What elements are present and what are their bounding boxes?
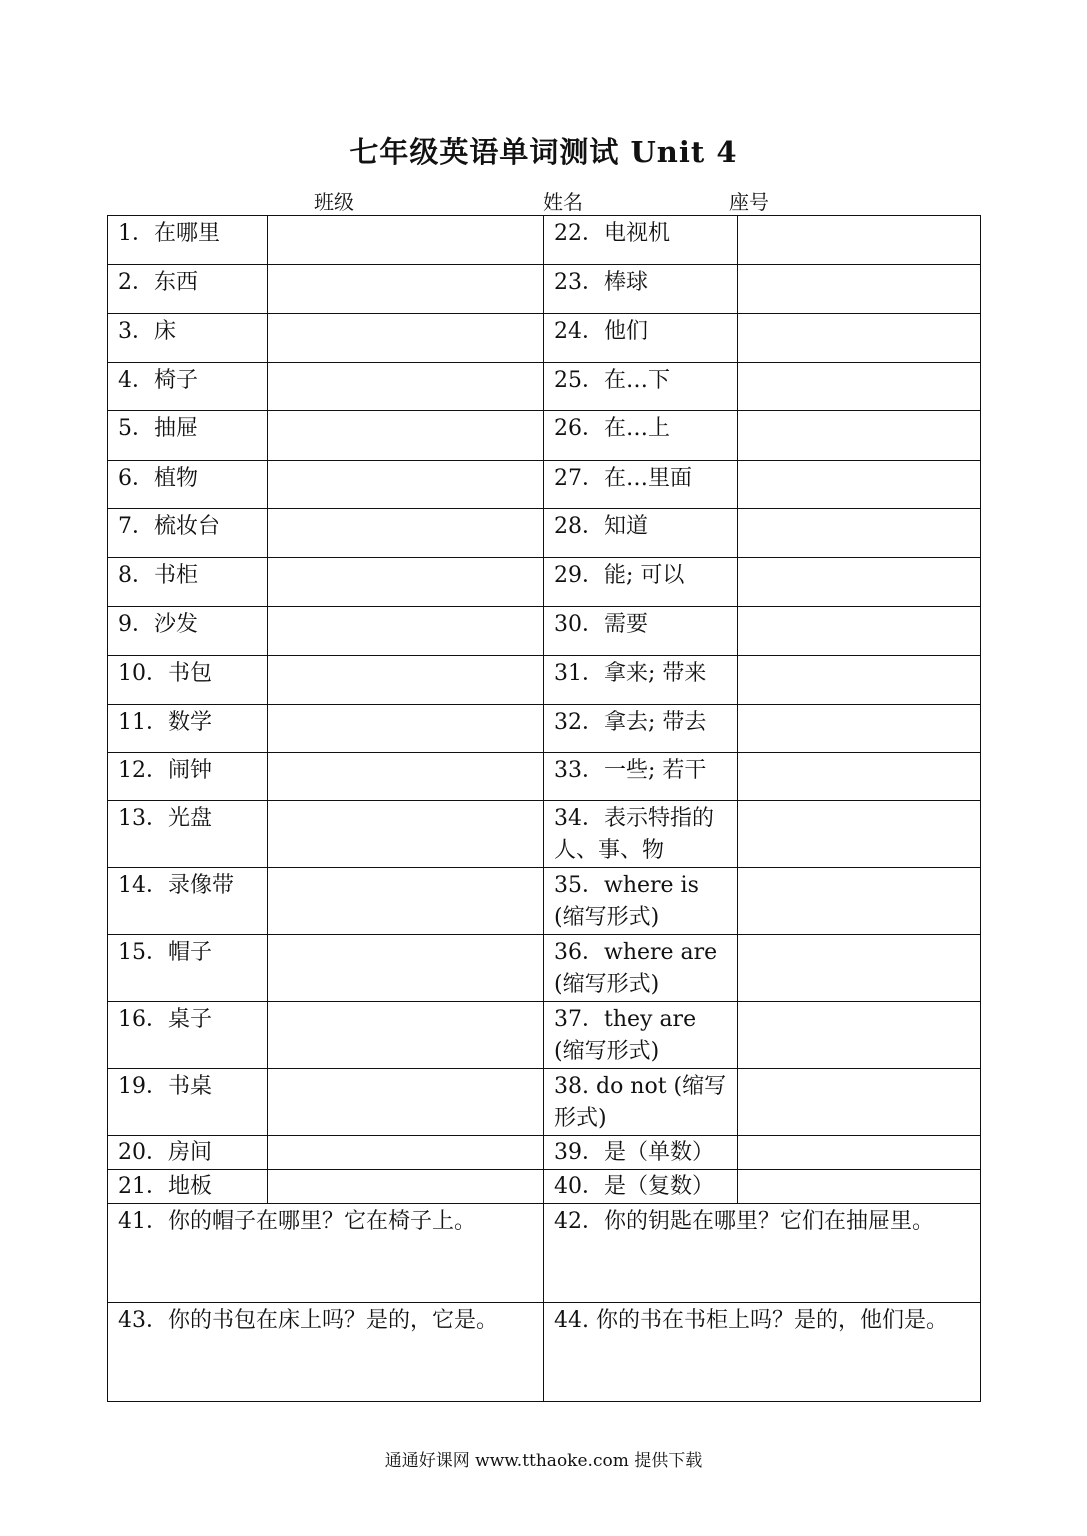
answer-cell[interactable]	[268, 1170, 544, 1204]
prompt-cell: 8．书柜	[108, 558, 268, 607]
answer-cell[interactable]	[738, 935, 981, 1002]
prompt-cell: 35．where is (缩写形式)	[544, 868, 738, 935]
answer-cell[interactable]	[268, 868, 544, 935]
table-row	[108, 265, 981, 314]
table-row	[108, 558, 981, 607]
prompt-cell: 2．东西	[108, 265, 268, 314]
answer-cell[interactable]	[268, 509, 544, 558]
prompt-cell: 23．棒球	[544, 265, 738, 314]
table-row	[108, 868, 981, 935]
answer-cell[interactable]	[268, 411, 544, 461]
answer-cell[interactable]	[738, 411, 981, 461]
prompt-cell: 13．光盘	[108, 801, 268, 868]
answer-cell[interactable]	[738, 801, 981, 868]
answer-cell[interactable]	[268, 314, 544, 363]
prompt-cell: 6．植物	[108, 461, 268, 509]
table-row	[108, 216, 981, 265]
answer-cell[interactable]	[268, 558, 544, 607]
prompt-cell: 37．they are (缩写形式)	[544, 1002, 738, 1069]
table-row	[108, 1136, 981, 1170]
prompt-cell: 12．闹钟	[108, 753, 268, 801]
answer-cell[interactable]	[738, 509, 981, 558]
seat-label: 座号	[729, 190, 769, 214]
answer-cell[interactable]	[738, 461, 981, 509]
page-title: 七年级英语单词测试 Unit 4	[349, 135, 738, 169]
answer-cell[interactable]	[738, 1002, 981, 1069]
footer-credit: 通通好课网 www.tthaoke.com 提供下载	[384, 1451, 703, 1471]
answer-cell[interactable]	[268, 1069, 544, 1136]
prompt-cell: 7．梳妆台	[108, 509, 268, 558]
answer-cell[interactable]	[738, 216, 981, 265]
answer-cell[interactable]	[268, 801, 544, 868]
prompt-cell: 32．拿去; 带去	[544, 705, 738, 753]
answer-cell[interactable]	[268, 607, 544, 656]
table-row	[108, 656, 981, 705]
prompt-cell: 21．地板	[108, 1170, 268, 1204]
answer-cell[interactable]	[738, 1069, 981, 1136]
prompt-cell: 28．知道	[544, 509, 738, 558]
prompt-cell: 26．在…上	[544, 411, 738, 461]
prompt-cell: 31．拿来; 带来	[544, 656, 738, 705]
table-row	[108, 1069, 981, 1136]
prompt-cell: 27．在…里面	[544, 461, 738, 509]
prompt-cell: 40．是（复数）	[544, 1170, 738, 1204]
answer-cell[interactable]	[738, 363, 981, 411]
prompt-cell: 22．电视机	[544, 216, 738, 265]
prompt-cell: 16．桌子	[108, 1002, 268, 1069]
prompt-cell: 36．where are (缩写形式)	[544, 935, 738, 1002]
answer-cell[interactable]	[268, 656, 544, 705]
table-row	[108, 801, 981, 868]
prompt-cell: 25．在…下	[544, 363, 738, 411]
answer-cell[interactable]	[268, 753, 544, 801]
prompt-cell: 14．录像带	[108, 868, 268, 935]
table-row	[108, 509, 981, 558]
answer-cell[interactable]	[268, 1002, 544, 1069]
answer-cell[interactable]	[738, 705, 981, 753]
table-row	[108, 314, 981, 363]
table-row	[108, 363, 981, 411]
sentence-cell[interactable]: 41．你的帽子在哪里？它在椅子上。	[108, 1204, 544, 1303]
answer-cell[interactable]	[268, 705, 544, 753]
prompt-cell: 19．书桌	[108, 1069, 268, 1136]
answer-cell[interactable]	[738, 607, 981, 656]
class-label: 班级	[314, 190, 354, 214]
answer-cell[interactable]	[268, 265, 544, 314]
answer-cell[interactable]	[268, 363, 544, 411]
prompt-cell: 30．需要	[544, 607, 738, 656]
prompt-cell: 5．抽屉	[108, 411, 268, 461]
table-row	[108, 1170, 981, 1204]
prompt-cell: 29．能; 可以	[544, 558, 738, 607]
vocabulary-table	[107, 215, 981, 1402]
prompt-cell: 10．书包	[108, 656, 268, 705]
prompt-cell: 24．他们	[544, 314, 738, 363]
answer-cell[interactable]	[268, 1136, 544, 1170]
sentence-row	[108, 1303, 981, 1402]
answer-cell[interactable]	[738, 558, 981, 607]
table-row	[108, 607, 981, 656]
sentence-cell[interactable]: 43．你的书包在床上吗？是的，它是。	[108, 1303, 544, 1402]
answer-cell[interactable]	[738, 656, 981, 705]
prompt-cell: 11．数学	[108, 705, 268, 753]
table-row	[108, 411, 981, 461]
sentence-row	[108, 1204, 981, 1303]
name-label: 姓名	[543, 190, 583, 214]
table-row	[108, 461, 981, 509]
prompt-cell: 20．房间	[108, 1136, 268, 1170]
prompt-cell: 15．帽子	[108, 935, 268, 1002]
prompt-cell: 39．是（单数）	[544, 1136, 738, 1170]
answer-cell[interactable]	[738, 265, 981, 314]
answer-cell[interactable]	[738, 1170, 981, 1204]
prompt-cell: 38. do not (缩写形式)	[544, 1069, 738, 1136]
prompt-cell: 33．一些; 若干	[544, 753, 738, 801]
prompt-cell: 3．床	[108, 314, 268, 363]
answer-cell[interactable]	[738, 753, 981, 801]
prompt-cell: 9．沙发	[108, 607, 268, 656]
sentence-cell[interactable]: 42．你的钥匙在哪里？它们在抽屉里。	[544, 1204, 981, 1303]
answer-cell[interactable]	[738, 1136, 981, 1170]
answer-cell[interactable]	[268, 461, 544, 509]
table-row	[108, 705, 981, 753]
answer-cell[interactable]	[738, 314, 981, 363]
answer-cell[interactable]	[738, 868, 981, 935]
sentence-cell[interactable]: 44. 你的书在书柜上吗？是的，他们是。	[544, 1303, 981, 1402]
prompt-cell: 1．在哪里	[108, 216, 268, 265]
answer-cell[interactable]	[268, 216, 544, 265]
prompt-cell: 34．表示特指的人、事、物	[544, 801, 738, 868]
table-row	[108, 1002, 981, 1069]
table-row	[108, 753, 981, 801]
table-row	[108, 935, 981, 1002]
prompt-cell: 4．椅子	[108, 363, 268, 411]
answer-cell[interactable]	[268, 935, 544, 1002]
